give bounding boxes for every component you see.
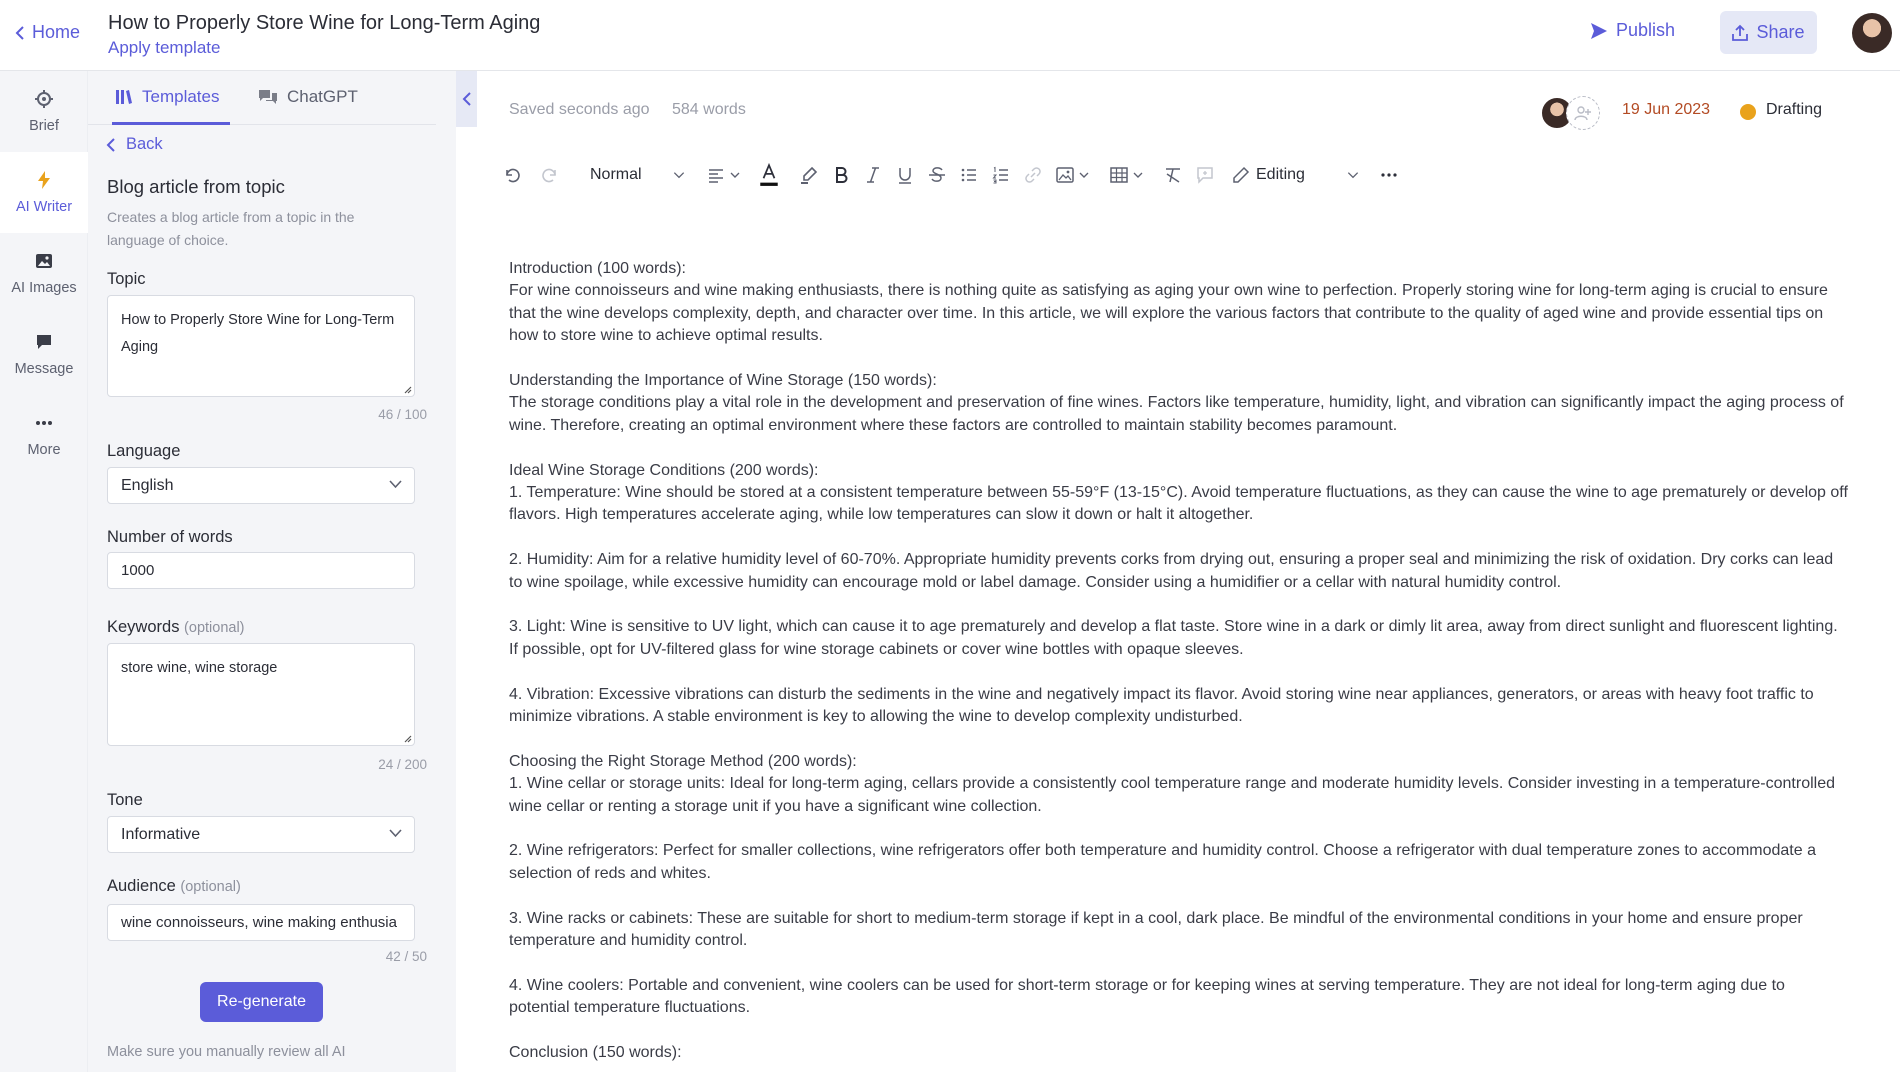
paragraph-spacer: [509, 527, 1849, 549]
editing-mode-value: Editing: [1256, 166, 1305, 183]
insert-table-dropdown[interactable]: [1106, 155, 1148, 195]
clear-formatting-icon: [1164, 166, 1182, 184]
paragraph-style-value: Normal: [590, 166, 642, 183]
document-paragraph[interactable]: Understanding the Importance of Wine Storage (150 words):: [509, 372, 937, 390]
comment-icon: [1196, 166, 1214, 184]
clear-formatting-button[interactable]: [1158, 155, 1188, 195]
document-paragraph[interactable]: Choosing the Right Storage Method (200 words):: [509, 752, 857, 770]
bold-button[interactable]: [826, 155, 856, 195]
upload-icon: [1732, 24, 1748, 42]
document-date[interactable]: 19 Jun 2023: [1622, 101, 1711, 118]
text-color-icon: [759, 163, 779, 187]
paragraph-spacer: [509, 885, 1849, 907]
document-paragraph[interactable]: 2. Wine refrigerators: Perfect for smaller collections, wine refrigerators offer both temperature and humidity control. Choose a refrigerator with dual temperature zones to accommodate a selection of reds and whites.: [509, 842, 1816, 882]
document-paragraph[interactable]: 3. Wine racks or cabinets: These are suitable for short to medium-term storage if kept in a cool, dark place. Be mindful of the environmental conditions in your home and ensure proper temperature and humidity control.: [509, 909, 1803, 950]
underline-button[interactable]: [890, 155, 920, 195]
library-icon: [115, 88, 133, 106]
panel-tabs: [88, 71, 436, 125]
collapse-panel-button[interactable]: [456, 71, 477, 127]
rail-label-ai-writer: AI Writer: [15, 198, 73, 215]
document-paragraph[interactable]: 4. Wine coolers: Portable and convenient, wine coolers can be used for short-term storage or for keeping wines at serving temperature. They are not ideal for long-term aging due to potential temperature fluctuations.: [509, 976, 1785, 1017]
document-body[interactable]: [509, 258, 1849, 1064]
audience-optional-hint: (optional): [180, 879, 241, 895]
bullet-list-button[interactable]: [954, 155, 984, 195]
rail-item-ai-images[interactable]: [0, 233, 88, 314]
insert-image-dropdown[interactable]: [1052, 155, 1094, 195]
resize-grip-icon[interactable]: [402, 733, 412, 743]
tab-templates[interactable]: [115, 87, 219, 107]
active-tab-indicator: [112, 122, 230, 125]
language-select[interactable]: [107, 467, 415, 504]
word-count: 584 words: [672, 101, 746, 118]
apply-template-link[interactable]: Apply template: [108, 38, 221, 57]
paragraph-spacer: [509, 818, 1849, 840]
rail-item-brief[interactable]: [0, 71, 88, 152]
document-paragraph[interactable]: 4. Vibration: Excessive vibrations can disturb the sediments in the wine and negatively impact its flavor. Avoid storing wine near appliances, generators, or areas with heavy foot traffic to minimize vibrations. A stable environment is key to allowing the wine to develop complexity undisturbed.: [509, 685, 1814, 726]
chevron-down-icon: [672, 168, 686, 182]
share-label: Share: [1756, 22, 1805, 42]
editor-area: [456, 71, 1900, 1072]
align-dropdown[interactable]: [702, 155, 746, 195]
back-label: Back: [126, 135, 163, 153]
undo-button[interactable]: [498, 155, 526, 195]
chevron-down-icon: [729, 169, 741, 181]
strikethrough-icon: [928, 166, 946, 184]
italic-icon: [864, 166, 882, 184]
document-status[interactable]: Drafting: [1766, 101, 1823, 118]
document-paragraph[interactable]: 3. Light: Wine is sensitive to UV light, which can cause it to age prematurely and develop a flat taste. Store wine in a dark or dimly lit area, away from direct sunlight and fluorescent lighting. If possible, opt for UV-filtered glass for wine storage cabinets or cover wine bottles with opaque sleeves.: [509, 618, 1838, 658]
bullet-list-icon: [960, 166, 978, 184]
chevron-left-icon: [462, 91, 472, 107]
paragraph-spacer: [509, 594, 1849, 616]
numbered-list-icon: [992, 166, 1010, 184]
resize-grip-icon[interactable]: [402, 384, 412, 394]
add-user-icon: [1574, 105, 1592, 121]
document-paragraph[interactable]: The storage conditions play a vital role in the development and preservation of fine wines. Factors like temperature, humidity, light, and vibration can significantly impact the aging process of wine. Therefore, creating an optimal environment where these factors are controlled to maintain stability becomes paramount.: [509, 394, 1844, 434]
document-paragraph[interactable]: Ideal Wine Storage Conditions (200 words):: [509, 461, 819, 479]
topic-textarea[interactable]: [107, 295, 415, 397]
regenerate-button[interactable]: Re-generate: [200, 982, 323, 1022]
review-footnote: Make sure you manually review all AI: [107, 1044, 346, 1060]
underline-icon: [896, 166, 914, 184]
topic-counter: 46 / 100: [378, 407, 427, 422]
chevron-left-icon: [106, 138, 116, 152]
chevron-down-icon: [389, 829, 402, 838]
chevron-down-icon: [1346, 168, 1360, 182]
image-icon: [35, 252, 53, 270]
tone-value: Informative: [121, 826, 201, 843]
target-icon: [35, 90, 53, 108]
audience-input[interactable]: wine connoisseurs, wine making enthusia: [107, 904, 415, 941]
chat-bubbles-icon: [258, 88, 278, 106]
word-count-label: Number of words: [107, 528, 233, 546]
topic-label: Topic: [107, 270, 146, 288]
editor-toolbar: [498, 155, 1878, 195]
chevron-down-icon: [1078, 169, 1090, 181]
keywords-textarea[interactable]: [107, 643, 415, 746]
keywords-label-text: Keywords: [107, 618, 180, 636]
chevron-down-icon: [1132, 169, 1144, 181]
audience-counter: 42 / 50: [385, 949, 427, 964]
paragraph-spacer: [509, 952, 1849, 974]
keywords-value: store wine, wine storage: [121, 660, 278, 676]
paragraph-spacer: [509, 728, 1849, 750]
user-avatar[interactable]: [1852, 13, 1892, 53]
rail-item-more[interactable]: [0, 395, 88, 476]
saved-status: Saved seconds ago: [509, 101, 650, 118]
template-description: Creates a blog article from a topic in the language of choice.: [107, 209, 355, 248]
topic-value: How to Properly Store Wine for Long-Term Aging: [121, 312, 395, 355]
paragraph-spacer: [509, 437, 1849, 459]
publish-button[interactable]: [1590, 20, 1675, 41]
keywords-counter: 24 / 200: [378, 757, 427, 772]
keywords-label: [107, 618, 245, 637]
strikethrough-button[interactable]: [922, 155, 952, 195]
status-dot: [1740, 104, 1756, 120]
home-label: Home: [32, 22, 81, 42]
undo-icon: [503, 166, 521, 184]
audience-label: [107, 877, 241, 896]
share-button[interactable]: [1720, 11, 1817, 54]
italic-button[interactable]: [858, 155, 888, 195]
paragraph-spacer: [509, 348, 1849, 370]
chevron-down-icon: [389, 480, 402, 489]
redo-button[interactable]: [536, 155, 564, 195]
word-count-input[interactable]: 1000: [107, 552, 415, 589]
document-paragraph[interactable]: Conclusion (150 words):: [509, 1044, 682, 1062]
link-button[interactable]: [1018, 155, 1048, 195]
more-options-button[interactable]: [1374, 155, 1404, 195]
paragraph-spacer: [509, 1020, 1849, 1042]
pencil-icon: [1232, 166, 1250, 184]
tone-label: Tone: [107, 791, 143, 809]
rail-label-message: Message: [14, 360, 74, 377]
rail-label-brief: Brief: [29, 117, 59, 134]
tab-templates-label: Templates: [142, 87, 220, 106]
paragraph-spacer: [509, 661, 1849, 683]
left-icon-rail: [0, 71, 88, 1072]
highlighter-icon: [800, 166, 818, 184]
paragraph-style-select[interactable]: [576, 155, 696, 195]
highlight-button[interactable]: [794, 155, 824, 195]
document-paragraph[interactable]: Introduction (100 words):: [509, 260, 686, 277]
image-icon: [1056, 166, 1074, 184]
publish-label: Publish: [1616, 20, 1676, 40]
lightning-icon: [35, 171, 53, 189]
numbered-list-button[interactable]: [986, 155, 1016, 195]
rail-item-message[interactable]: [0, 314, 88, 395]
comment-button[interactable]: [1190, 155, 1220, 195]
rail-item-ai-writer[interactable]: [0, 152, 88, 233]
rail-label-more: More: [27, 441, 61, 458]
add-collaborator-button[interactable]: [1566, 96, 1600, 130]
tab-chatgpt-label: ChatGPT: [287, 87, 358, 106]
home-link[interactable]: [14, 22, 80, 43]
language-label: Language: [107, 442, 181, 460]
ai-writer-panel: [88, 71, 456, 1072]
text-color-button[interactable]: [754, 155, 784, 195]
align-left-icon: [707, 166, 725, 184]
chat-bubble-icon: [35, 333, 53, 351]
bold-icon: [832, 166, 850, 184]
ellipsis-icon: [35, 414, 53, 432]
editing-mode-select[interactable]: [1228, 155, 1364, 195]
document-title[interactable]: How to Properly Store Wine for Long-Term Aging: [108, 12, 541, 34]
tab-chatgpt[interactable]: [258, 87, 358, 107]
document-paragraph[interactable]: 1. Wine cellar or storage units: Ideal for long-term aging, cellars provide a consistently cool temperature range and moderate humidity levels. Consider investing in a temperature-controlled wine cellar or renting a storage unit if you have a significant wine collection.: [509, 775, 1835, 815]
tone-select[interactable]: [107, 816, 415, 853]
redo-icon: [541, 166, 559, 184]
table-icon: [1110, 166, 1128, 184]
back-link[interactable]: [106, 135, 163, 154]
template-heading: Blog article from topic: [107, 176, 285, 197]
keywords-optional-hint: (optional): [184, 620, 245, 636]
link-icon: [1024, 166, 1042, 184]
app-header: [0, 0, 1900, 71]
language-value: English: [121, 477, 174, 494]
rail-label-ai-images: AI Images: [11, 279, 77, 296]
document-paragraph[interactable]: For wine connoisseurs and wine making enthusiasts, there is nothing quite as satisfying as aging your own wine to perfection. Properly storing wine for long-term aging is crucial to ensure that the wine develops complexity, depth, and character over time. In this article, we will explore the various factors that contribute to the quality of aged wine and provide essential tips on how to store wine to achieve optimal results.: [509, 282, 1828, 345]
chevron-left-icon: [14, 25, 26, 41]
audience-label-text: Audience: [107, 877, 176, 895]
document-paragraph[interactable]: 2. Humidity: Aim for a relative humidity level of 60-70%. Appropriate humidity prevents corks from drying out, ensuring a proper seal and minimizing the risk of oxidation. Dry corks can lead to wine spoilage, while excessive humidity can encourage mold or label damage. Consider using a humidifier or a cellar with natural humidity control.: [509, 551, 1834, 591]
ellipsis-icon: [1380, 166, 1398, 184]
document-paragraph[interactable]: 1. Temperature: Wine should be stored at a consistent temperature between 55-59°F (13-15°C). Avoid temperature fluctuations, as they can cause the wine to age prematurely or develop off flavors. High temperatures accelerate aging, while low temperatures can slow it down or halt it altogether.: [509, 484, 1848, 524]
send-icon: [1590, 22, 1608, 40]
